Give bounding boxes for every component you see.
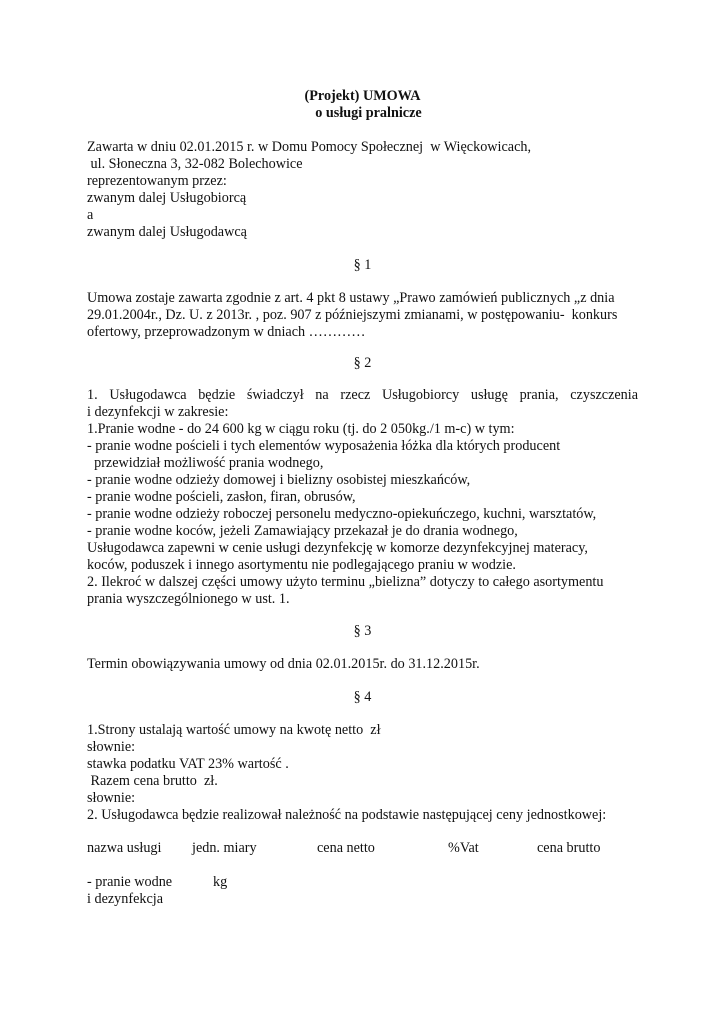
list-item: - pranie wodne odzieży roboczej personelu medyczno-opiekuńczego, kuchni, warsztatów,: [87, 506, 597, 522]
paragraph-line: słownie:: [87, 739, 136, 755]
paragraph-line: Termin obowiązywania umowy od dnia 02.01.2015r. do 31.12.2015r.: [87, 656, 480, 672]
table-cell-service: i dezynfekcja: [87, 891, 164, 907]
section-heading: § 2: [353, 355, 372, 371]
list-item: - pranie wodne odzieży domowej i bielizny osobistej mieszkańców,: [87, 472, 471, 488]
table-cell-service: - pranie wodne: [87, 874, 173, 890]
paragraph-line: 1.Pranie wodne - do 24 600 kg w ciągu roku (tj. do 2 050kg./1 m-c) w tym:: [87, 421, 515, 437]
paragraph-line: prania wyszczególnionego w ust. 1.: [87, 591, 290, 607]
paragraph-line: 1.Strony ustalają wartość umowy na kwotę netto zł: [87, 722, 381, 738]
intro-line: ul. Słoneczna 3, 32-082 Bolechowice: [87, 156, 303, 172]
paragraph-line: 1. Usługodawca będzie świadczył na rzecz Usługobiorcy usługę prania, czyszczenia: [87, 387, 638, 403]
paragraph-line: Umowa zostaje zawarta zgodnie z art. 4 pkt 8 ustawy „Prawo zamówień publicznych „z dnia: [87, 290, 615, 306]
paragraph-line: koców, poduszek i innego asortymentu nie podlegającego praniu w wodzie.: [87, 557, 516, 573]
document-title: (Projekt) UMOWA: [304, 88, 421, 104]
paragraph-line: stawka podatku VAT 23% wartość .: [87, 756, 289, 772]
table-header-cell: cena brutto: [537, 840, 601, 856]
section-heading: § 3: [353, 623, 372, 639]
intro-line: zwanym dalej Usługodawcą: [87, 224, 247, 240]
table-header-cell: jedn. miary: [192, 840, 257, 856]
paragraph-line: Usługodawca zapewni w cenie usługi dezynfekcję w komorze dezynfekcyjnej materacy,: [87, 540, 588, 556]
section-heading: § 1: [353, 257, 372, 273]
list-item: - pranie wodne koców, jeżeli Zamawiający przekazał je do drania wodnego,: [87, 523, 518, 539]
paragraph-line: 2. Usługodawca będzie realizował należność na podstawie następującej ceny jednostkowej:: [87, 807, 607, 823]
paragraph-line: 2. Ilekroć w dalszej części umowy użyto terminu „bielizna” dotyczy to całego asortymentu: [87, 574, 604, 590]
paragraph-line: 29.01.2004r., Dz. U. z 2013r. , poz. 907 z późniejszymi zmianami, w postępowaniu- konkurs: [87, 307, 618, 323]
paragraph-line: Razem cena brutto zł.: [87, 773, 218, 789]
intro-line: Zawarta w dniu 02.01.2015 r. w Domu Pomocy Społecznej w Więckowicach,: [87, 139, 532, 155]
document-subtitle: o usługi pralnicze: [315, 105, 422, 121]
list-item: - pranie wodne pościeli i tych elementów wyposażenia łóżka dla których producent: [87, 438, 561, 454]
intro-line: reprezentowanym przez:: [87, 173, 227, 189]
list-item: przewidział możliwość prania wodnego,: [87, 455, 324, 471]
paragraph-line: ofertowy, przeprowadzonym w dniach …………: [87, 324, 366, 340]
paragraph-line: i dezynfekcji w zakresie:: [87, 404, 229, 420]
paragraph-line: słownie:: [87, 790, 136, 806]
table-header-cell: nazwa usługi: [87, 840, 162, 856]
table-header-cell: cena netto: [317, 840, 375, 856]
table-cell-unit: kg: [213, 874, 228, 890]
intro-line: a: [87, 207, 94, 223]
table-header-cell: %Vat: [448, 840, 479, 856]
intro-line: zwanym dalej Usługobiorcą: [87, 190, 247, 206]
section-heading: § 4: [353, 689, 372, 705]
list-item: - pranie wodne pościeli, zasłon, firan, obrusów,: [87, 489, 356, 505]
